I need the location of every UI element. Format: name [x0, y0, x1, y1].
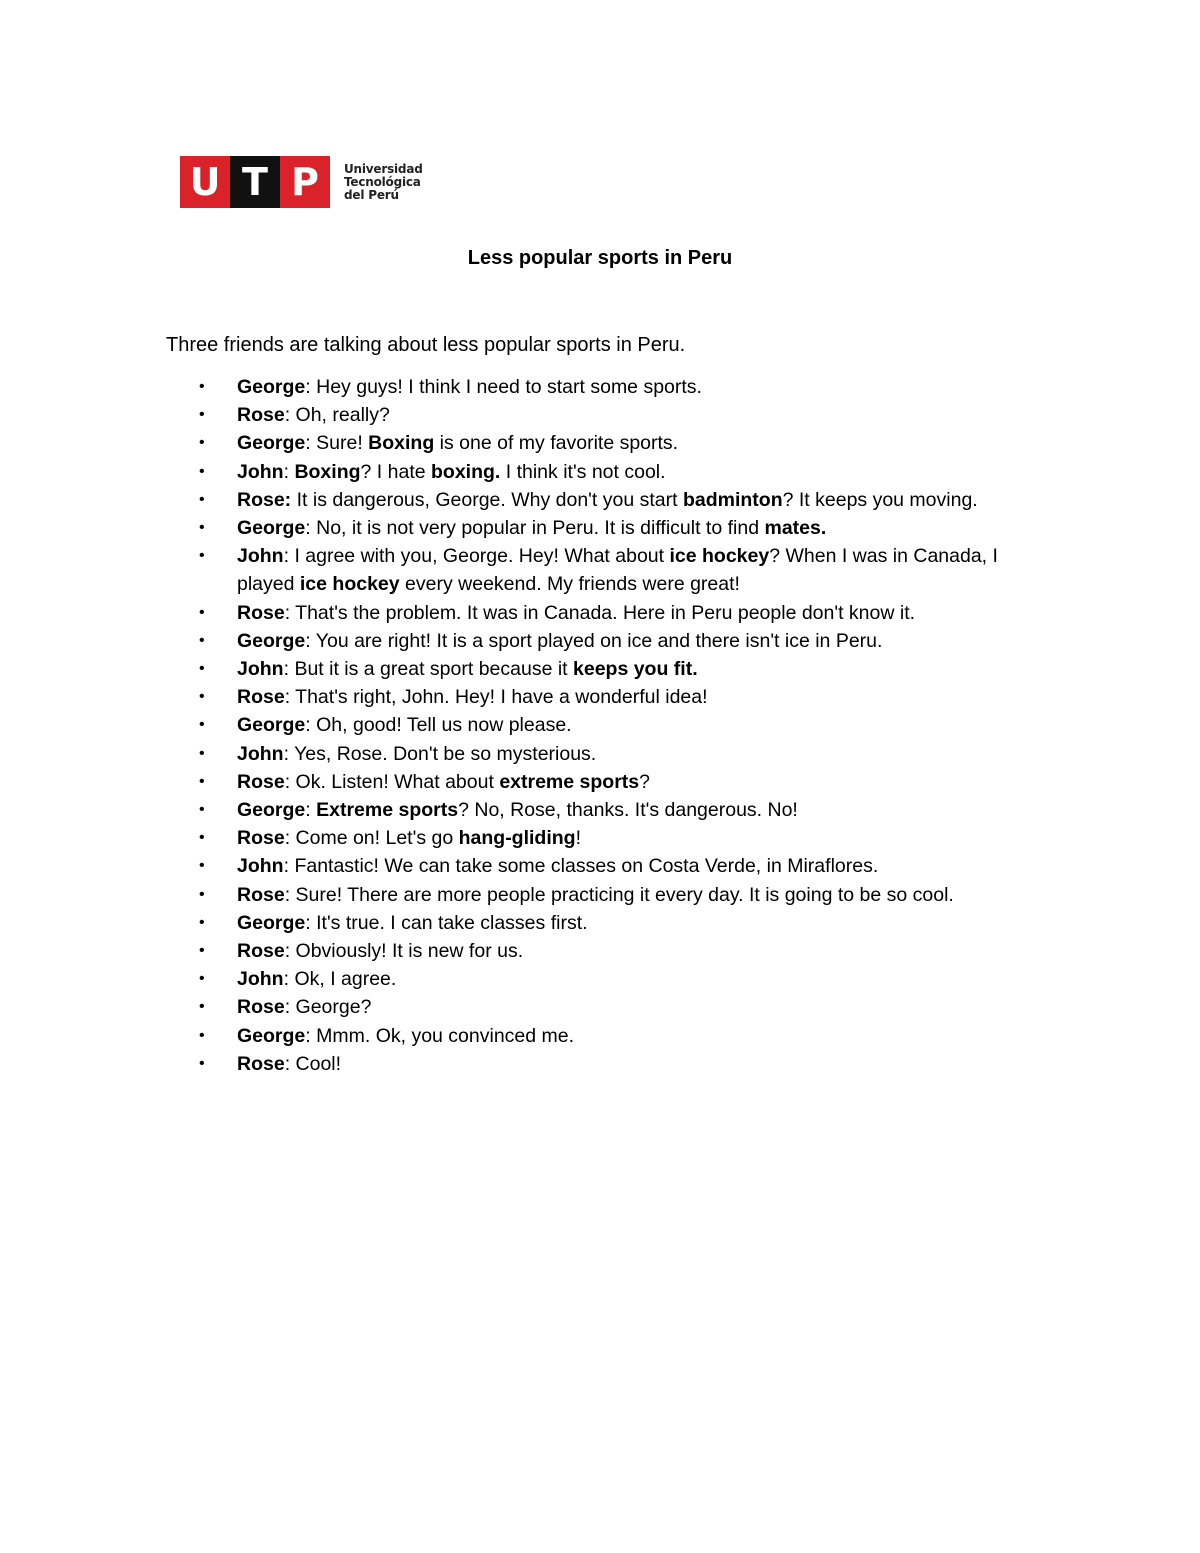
speaker-name: Rose	[237, 996, 285, 1019]
dialogue-line: • George: Hey guys! I think I need to start some sports.	[166, 373, 1046, 401]
bullet-icon: •	[199, 716, 205, 734]
utp-logo	[180, 156, 423, 208]
speaker-name: Rose	[237, 686, 285, 709]
speaker-name: Rose:	[237, 488, 292, 511]
speaker-name: George	[237, 376, 306, 398]
emphasized-term: hang-gliding	[458, 827, 576, 850]
emphasized-term: boxing.	[431, 460, 501, 483]
dialogue-line: • John: Ok, I agree.	[166, 965, 1046, 993]
line-text: Come on! Let's go	[295, 827, 459, 850]
dialogue-line: • Rose: Cool!	[166, 1050, 1046, 1078]
bullet-icon: •	[199, 744, 205, 762]
line-text: Yes, Rose. Don't be so mysterious.	[294, 742, 597, 765]
bullet-icon: •	[199, 829, 205, 847]
line-text: Cool!	[295, 1052, 342, 1075]
dialogue-line: • John: Boxing? I hate boxing. I think it's not cool.	[166, 458, 1046, 486]
logo-name-line: Universidad	[344, 161, 423, 176]
dialogue-line: • George: You are right! It is a sport played on ice and there isn't ice in Peru.	[166, 627, 1046, 655]
bullet-icon: •	[199, 547, 205, 565]
bullet-icon: •	[199, 857, 205, 875]
bullet-icon: •	[199, 434, 205, 452]
speaker-name: John	[237, 658, 284, 681]
dialogue-line: • George: It's true. I can take classes first.	[166, 909, 1046, 937]
logo-university-name	[344, 163, 423, 202]
dialogue-line: • John: Yes, Rose. Don't be so mysterious.	[166, 740, 1046, 768]
bullet-icon: •	[199, 1054, 205, 1072]
logo-letter-t: T	[230, 156, 280, 208]
logo-name-line: Tecnológica	[344, 174, 421, 189]
bullet-icon: •	[199, 913, 205, 931]
emphasized-term: badminton	[682, 488, 783, 511]
line-text: ? When I was in Canada, I played	[237, 545, 998, 596]
line-text: Ok. Listen! What about	[295, 770, 500, 793]
dialogue-list	[166, 373, 1046, 1078]
emphasized-term: ice hockey	[299, 573, 400, 596]
emphasized-term: ice hockey	[669, 545, 770, 568]
logo-letter-p: P	[280, 156, 330, 208]
speaker-name: John	[237, 460, 284, 483]
emphasized-term: Boxing	[294, 460, 361, 483]
bullet-icon: •	[199, 942, 205, 960]
dialogue-line: • George: Sure! Boxing is one of my favorite sports.	[166, 429, 1046, 457]
dialogue-line: • Rose: Oh, really?	[166, 401, 1046, 429]
line-text: ?	[639, 770, 650, 793]
emphasized-term: extreme sports	[499, 770, 640, 793]
dialogue-line: • George: Extreme sports? No, Rose, thanks. It's dangerous. No!	[166, 796, 1046, 824]
speaker-name: George	[237, 629, 306, 652]
dialogue-line: • Rose: That's right, John. Hey! I have a wonderful idea!	[166, 683, 1046, 711]
dialogue-line: • Rose: Ok. Listen! What about extreme sports?	[166, 768, 1046, 796]
line-text: ? I hate	[360, 460, 431, 483]
dialogue-line: • John: But it is a great sport because it keeps you fit.	[166, 655, 1046, 683]
bullet-icon: •	[199, 1026, 205, 1044]
line-text: Ok, I agree.	[294, 968, 397, 991]
bullet-icon: •	[199, 660, 205, 678]
line-text: It is dangerous, George. Why don't you start	[296, 488, 683, 511]
speaker-name: John	[237, 742, 284, 765]
logo-name-line: del Perú	[344, 187, 399, 202]
speaker-name: Rose	[237, 883, 285, 906]
line-text: I think it's not cool.	[500, 460, 666, 483]
speaker-name: Rose	[237, 601, 285, 624]
bullet-icon: •	[199, 631, 205, 649]
line-text: every weekend. My friends were great!	[399, 573, 740, 596]
speaker-name: John	[237, 968, 284, 991]
speaker-name: Rose	[237, 1052, 285, 1075]
speaker-name: Rose	[237, 940, 285, 963]
dialogue-line: • George: Oh, good! Tell us now please.	[166, 711, 1046, 739]
line-text: Sure! There are more people practicing it every day. It is going to be so cool.	[295, 883, 954, 906]
speaker-name: Rose	[237, 827, 285, 850]
bullet-icon: •	[199, 490, 205, 508]
line-text: Oh, good! Tell us now please.	[316, 714, 572, 737]
line-text: George?	[295, 996, 372, 1019]
dialogue-line: • George: Mmm. Ok, you convinced me.	[166, 1022, 1046, 1050]
dialogue-line: • George: No, it is not very popular in Peru. It is difficult to find mates.	[166, 514, 1046, 542]
speaker-name: George	[237, 1024, 306, 1047]
line-text: That's the problem. It was in Canada. Here in Peru people don't know it.	[295, 601, 916, 624]
bullet-icon: •	[199, 406, 205, 424]
dialogue-line: • Rose: George?	[166, 993, 1046, 1021]
emphasized-term: Boxing	[368, 432, 435, 455]
line-text: Mmm. Ok, you convinced me.	[316, 1024, 575, 1047]
speaker-name: George	[237, 911, 306, 934]
speaker-name: George	[237, 517, 306, 540]
line-text: I agree with you, George. Hey! What about	[294, 545, 670, 568]
line-text: Fantastic! We can take some classes on Costa Verde, in Miraflores.	[294, 855, 879, 878]
emphasized-term: mates.	[764, 517, 827, 540]
line-text: Oh, really?	[295, 404, 390, 427]
line-text: Sure!	[316, 432, 369, 455]
speaker-name: Rose	[237, 404, 285, 427]
line-text: It's true. I can take classes first.	[316, 911, 588, 934]
dialogue-line	[166, 486, 1046, 514]
line-text: Obviously! It is new for us.	[295, 940, 524, 963]
line-text: You are right! It is a sport played on ice and there isn't ice in Peru.	[315, 629, 883, 652]
line-text: ? No, Rose, thanks. It's dangerous. No!	[458, 799, 798, 822]
dialogue-line: • Rose: Obviously! It is new for us.	[166, 937, 1046, 965]
line-text: Hey guys! I think I need to start some sports.	[316, 376, 702, 398]
line-text: No, it is not very popular in Peru. It is difficult to find	[316, 517, 765, 540]
bullet-icon: •	[199, 772, 205, 790]
dialogue-line: • John: I agree with you, George. Hey! What about ice hockey? When I was in Canada, I played ice hockey every weekend. My friends were great!	[166, 542, 1046, 598]
speaker-name: George	[237, 799, 306, 822]
bullet-icon: •	[199, 970, 205, 988]
line-text: But it is a great sport because it	[294, 658, 573, 681]
emphasized-term: Extreme sports	[316, 799, 459, 822]
speaker-name: Rose	[237, 770, 285, 793]
dialogue-line: • John: Fantastic! We can take some classes on Costa Verde, in Miraflores.	[166, 852, 1046, 880]
bullet-icon: •	[199, 688, 205, 706]
bullet-icon: •	[199, 519, 205, 537]
bullet-icon: •	[199, 603, 205, 621]
line-text: is one of my favorite sports.	[434, 432, 679, 455]
line-text: ? It keeps you moving.	[782, 488, 978, 511]
dialogue-line: • Rose: That's the problem. It was in Canada. Here in Peru people don't know it.	[166, 599, 1046, 627]
dialogue-line: • Rose: Come on! Let's go hang-gliding!	[166, 824, 1046, 852]
document-title: Less popular sports in Peru	[467, 247, 733, 269]
emphasized-term: keeps you fit.	[573, 658, 698, 681]
speaker-name: John	[237, 545, 284, 568]
bullet-icon: •	[199, 462, 205, 480]
bullet-icon: •	[199, 378, 205, 395]
speaker-name: George	[237, 432, 306, 455]
bullet-icon: •	[199, 801, 205, 819]
bullet-icon: •	[199, 998, 205, 1016]
bullet-icon: •	[199, 885, 205, 903]
line-text: That's right, John. Hey! I have a wonderful idea!	[295, 686, 708, 709]
logo-letter-u: U	[180, 156, 230, 208]
intro-paragraph: Three friends are talking about less popular sports in Peru.	[166, 334, 686, 356]
dialogue-line: • Rose: Sure! There are more people practicing it every day. It is going to be so cool.	[166, 881, 1046, 909]
speaker-name: John	[237, 855, 284, 878]
speaker-name: George	[237, 714, 306, 737]
line-text: !	[575, 827, 582, 850]
